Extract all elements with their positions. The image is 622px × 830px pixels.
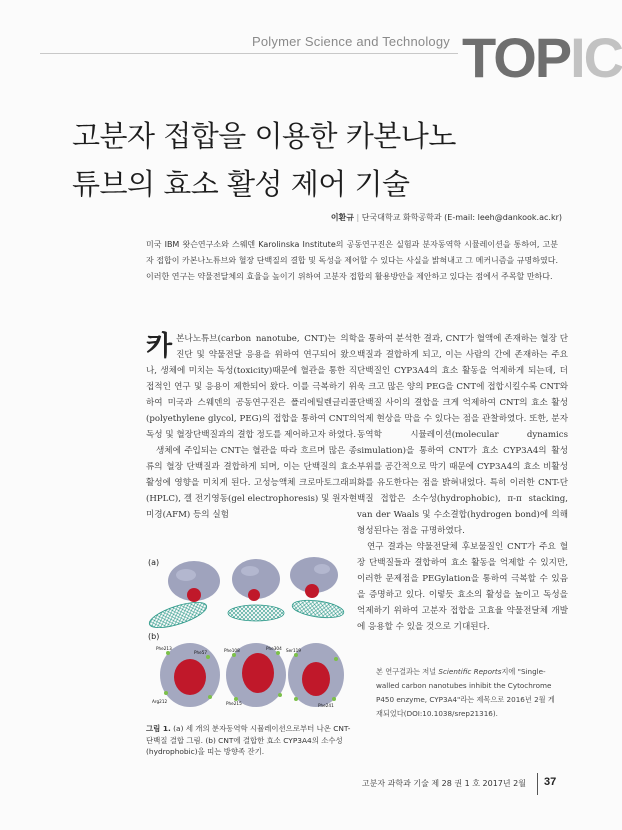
- topic-logo: [462, 26, 622, 89]
- topic-main: TOP: [462, 26, 571, 89]
- title-line-1: 고분자 접합을 이용한 카본나노: [72, 119, 456, 153]
- title-line-2: 튜브의 효소 활성 제어 기술: [72, 167, 410, 201]
- author-affiliation: 단국대학교 화학공학과 (E-mail: leeh@dankook.ac.kr): [361, 213, 562, 222]
- complex-1: [147, 561, 220, 633]
- journal-name: Scientific Reports: [438, 667, 502, 676]
- figure-1: [146, 553, 346, 717]
- topic-accent: IC: [570, 26, 622, 89]
- residue-label: Phe57: [194, 650, 208, 655]
- abstract: 미국 IBM 왓슨연구소와 스웨덴 Karolinska Institute의 공동연구진은 실험과 분자동역학 시뮬레이션을 통하여, 고분자 접합이 카본나노튜브와 혈장 단백질의 결합 및 독성을 제어할 수 있다는 사실을 밝혀내고 그 메커니즘을 규명하였다. 이러한 연구는 약물전달체의 효율을 높이기 위하여 고분자 접합의 활용방안을 제안하고 있다는 점에서 주목할 만하다.: [146, 240, 558, 281]
- panel-label-b: (b): [148, 632, 160, 641]
- note-prefix: 본 연구결과는 저널: [376, 667, 439, 676]
- residue-label: Phe213: [156, 646, 172, 651]
- caption-label: 그림 1.: [146, 724, 171, 733]
- residue-label: Phe241: [318, 703, 334, 708]
- note-suffix: 지에 "Single-walled carbon nanotubes inhibit the Cytochrome P450 enzyme, CYP3A4"라는 제목으로 2016년 2월 게재되었다(DOI:10.1038/srep21316).: [376, 667, 555, 718]
- figure-caption: [146, 723, 356, 758]
- footer-divider: [537, 773, 538, 795]
- paragraph: [146, 331, 357, 443]
- paragraph: 연구 결과는 약물전달체 후보물질인 CNT가 주요 혈장 단백질들과 결합하여 효소 활동을 억제할 수 있지만, 이러한 문제점을 PEGylation을 통하여 극복할 수 있음을 증명하고 있다. 이렇듯 효소의 활성을 높이고 독성을 억제하기 위하여 고분자 접합을 고효율 약물전달체 개발에 응용할 수 있을 것으로 기대된다.: [357, 542, 568, 632]
- complex-2: [228, 559, 284, 621]
- paragraph-text: 본나노튜브(carbon nanotube, CNT)는 의학진단 및 약물전달 응용을 위하여 연구되어 왔으나, 생체에 미치는 독성(toxicity)때문에 혈관을 통한 직접적인 연구 및 응용이 제한되어 왔다. 이를 극복하기 위하여 미국과 스웨덴의 공동연구진은 폴리에틸렌글리콜(polyethylene glycol, PEG)의 접합을 통하여 CNT의 독성 및 혈장단백질과의 결합 정도를 제어하고자 하였다.: [146, 334, 357, 440]
- molecular-figure: [146, 553, 346, 717]
- page-number: 37: [544, 776, 557, 788]
- caption-text: (a) 세 개의 분자동역학 시뮬레이션으로부터 나온 CNT-단백질 결합 그림. (b) CNT에 결합한 효소 CYP3A4의 소수성(hydrophobic)을 띠는 방향족 잔기.: [146, 724, 351, 756]
- footer-journal-info: 고분자 과학과 기술 제 28 권 1 호 2017년 2월: [361, 779, 526, 788]
- binding-site-1: [160, 643, 220, 707]
- residue-label: Phe215: [226, 701, 242, 706]
- reference-note: [376, 665, 561, 721]
- complex-3: [290, 557, 345, 621]
- body-column-right: [357, 331, 568, 635]
- author-name: 이환규: [330, 213, 354, 222]
- paragraph: 을 통하여 분석한 결과, CNT가 혈액에 존재하는 혈장 단백질과 결합하게 되고, 이는 사람의 간에 존재하는 주요 단백질인 CYP3A4의 효소 활동을 억제하게 되는데, 더욱 크고 많은 양의 PEG을 CNT에 접합시킬수록 CNT와 단백질 사이의 결합을 크게 억제하여 CNT의 효소 활성 억제 현상을 막을 수 있다는 점을 관찰하였다. 또한, 분자동역학 시뮬레이션(molecular dynamics simulation)을 통하여 CNT가 효소 CYP3A4의 활성 부위를 공간적으로 막기 때문에 CYP3A4의 효소 비활성화를 유도한다는 점을 밝혀내었다. 특히 이러한 CNT-단백질 접합은 소수성(hydrophobic), π-π stacking, van der Waals 및 수소결합(hydrogen bond)에 의해 형성된다는 점을 규명하였다.: [357, 334, 568, 536]
- author-line: 이환규 | 단국대학교 화학공학과 (E-mail: leeh@dankook.ac.kr): [330, 213, 562, 222]
- body-column-left: [146, 331, 357, 523]
- residue-label: Ser119: [286, 648, 301, 653]
- residue-label: Arg212: [152, 699, 168, 704]
- residue-label: Phe108: [224, 648, 240, 653]
- section-header: Polymer Science and Technology: [252, 34, 450, 49]
- drop-cap: 카: [146, 331, 173, 362]
- panel-label-a: (a): [148, 558, 160, 567]
- article-title: [72, 112, 456, 208]
- header-rule: [40, 53, 458, 54]
- residue-label: Phe304: [266, 646, 282, 651]
- paragraph: 생체에 주입되는 CNT는 혈관을 따라 흐르며 많은 종류의 혈장 단백질과 결합하게 되며, 이는 단백질의 효소 활성에 영향을 미치게 된다. 고성능액체 크로마토그래피(HPLC), 겔 전기영동(gel electrophoresis) 및 원자현미경(AFM) 등의 실험: [146, 446, 357, 520]
